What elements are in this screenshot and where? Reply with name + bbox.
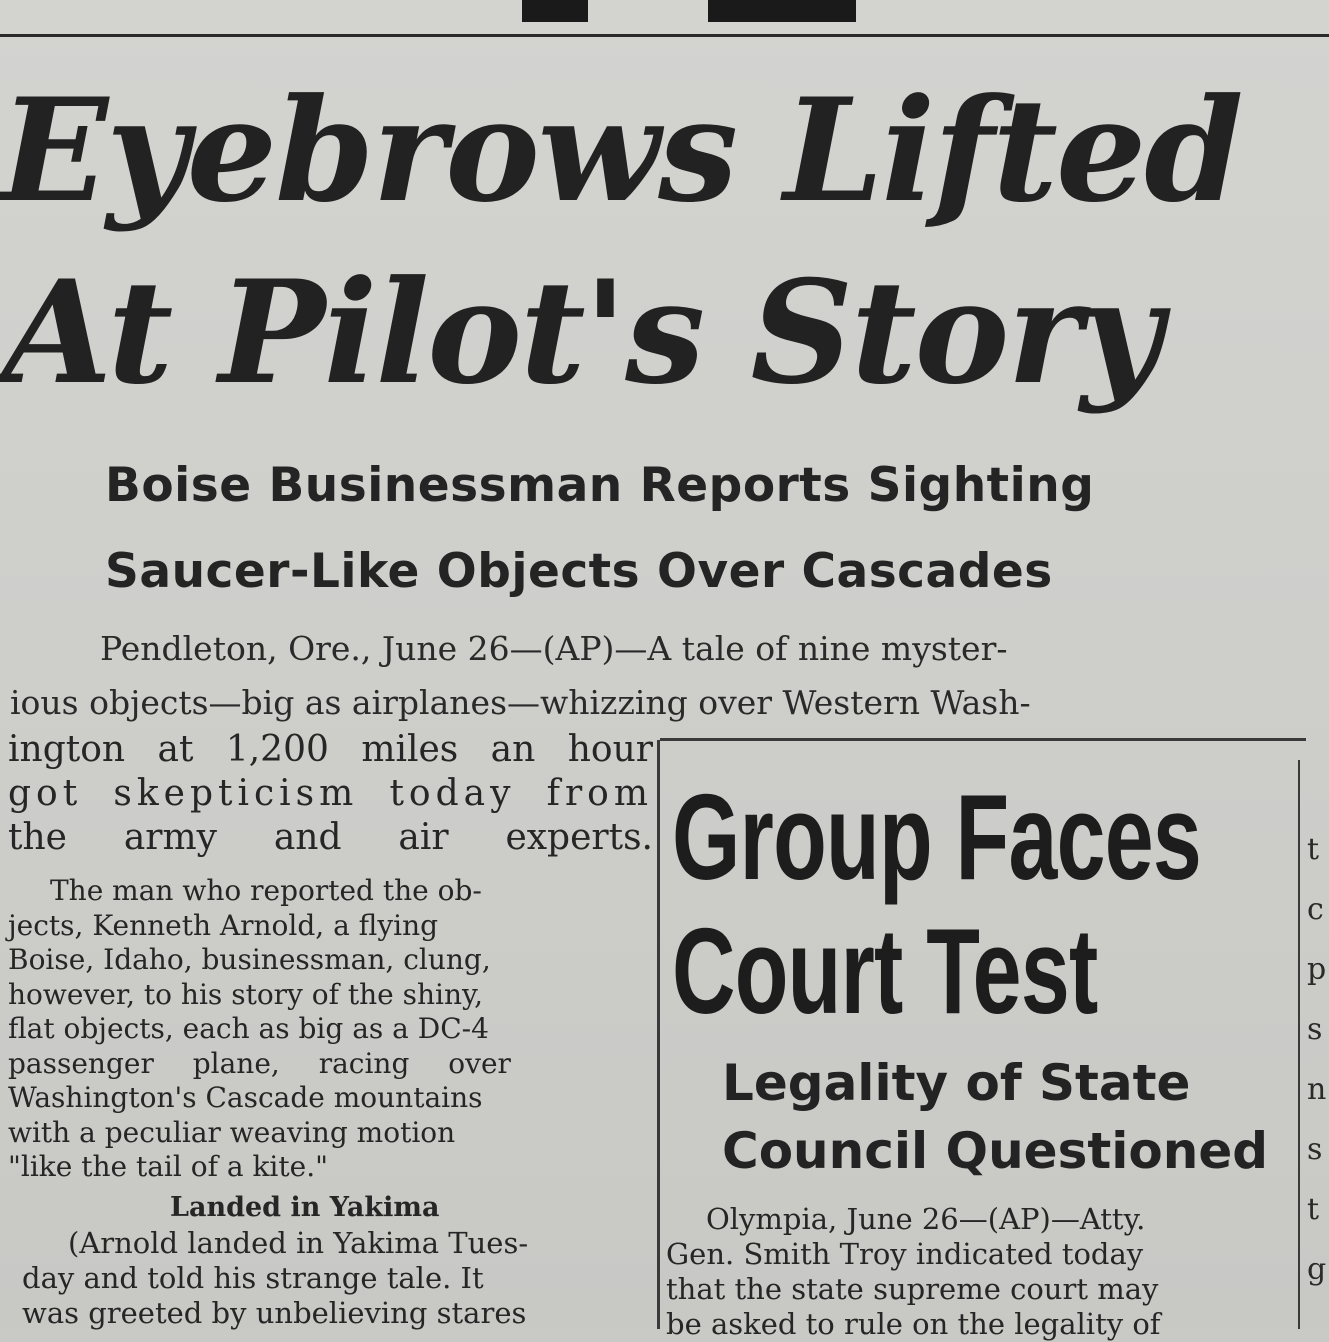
text-line: got skepticism today from xyxy=(8,773,653,814)
right-column-rule xyxy=(1298,760,1300,1329)
deck-line-2: Saucer-Like Objects Over Cascades xyxy=(105,544,1053,599)
paragraph-2 xyxy=(8,874,653,1185)
edge-letter: c xyxy=(1307,892,1324,927)
text-line: The man who reported the ob- xyxy=(50,874,482,907)
edge-letter: s xyxy=(1307,1132,1323,1167)
text-line: Olympia, June 26—(AP)—Atty. xyxy=(706,1202,1146,1236)
edge-letter: s xyxy=(1307,1012,1323,1047)
edge-letter: p xyxy=(1307,952,1327,987)
headline-line-2: At Pilot's Story xyxy=(2,250,1161,416)
text-line: (Arnold landed in Yakima Tues- xyxy=(68,1226,529,1260)
text-line: jects, Kenneth Arnold, a flying xyxy=(8,908,439,942)
box-story-body xyxy=(666,1202,1291,1342)
text-line: Washington's Cascade mountains xyxy=(8,1081,483,1114)
text-line: be asked to rule on the legality of xyxy=(666,1307,1161,1341)
text-line: was greeted by unbelieving stares xyxy=(22,1296,527,1330)
paragraph-3 xyxy=(8,1226,653,1331)
box-headline-line-1: Group Faces xyxy=(672,769,1202,905)
story-subhead: Landed in Yakima xyxy=(170,1192,440,1223)
text-line: passenger plane, racing over xyxy=(8,1046,511,1080)
box-headline-line-2: Court Test xyxy=(672,903,1098,1039)
lead-line-1: Pendleton, Ore., June 26—(AP)—A tale of nine myster- xyxy=(100,629,1008,668)
text-line: ington at 1,200 miles an hour xyxy=(8,729,653,770)
lead-line-2: ious objects—big as airplanes—whizzing over Western Wash- xyxy=(10,683,1031,722)
text-line: Gen. Smith Troy indicated today xyxy=(666,1237,1144,1271)
top-rule xyxy=(0,34,1329,37)
edge-letter: t xyxy=(1307,1192,1320,1227)
edge-letter: g xyxy=(1307,1252,1327,1287)
text-line: "like the tail of a kite." xyxy=(8,1150,328,1183)
text-line: however, to his story of the shiny, xyxy=(8,977,484,1011)
text-line: flat objects, each as big as a DC-4 xyxy=(8,1012,489,1045)
edge-letter: n xyxy=(1307,1072,1327,1107)
masthead-fragment xyxy=(522,0,588,22)
text-line: day and told his strange tale. It xyxy=(22,1261,484,1295)
text-line: with a peculiar weaving motion xyxy=(8,1115,456,1149)
deck-line-1: Boise Businessman Reports Sighting xyxy=(105,458,1095,513)
text-line: Boise, Idaho, businessman, clung, xyxy=(8,943,491,976)
text-line: that the state supreme court may xyxy=(666,1272,1159,1306)
edge-letter: t xyxy=(1307,832,1320,867)
masthead-fragment xyxy=(708,0,856,22)
text-line: the army and air experts. xyxy=(8,817,653,858)
story-column xyxy=(8,728,653,1185)
box-deck-line-2: Council Questioned xyxy=(722,1122,1269,1180)
lead-continued xyxy=(8,728,653,860)
headline-line-1: Eyebrows Lifted xyxy=(0,68,1242,234)
box-deck-line-1: Legality of State xyxy=(722,1054,1191,1112)
box-top-rule xyxy=(660,738,1306,741)
adjacent-column-fragment xyxy=(1307,820,1329,1300)
column-rule xyxy=(657,740,660,1329)
